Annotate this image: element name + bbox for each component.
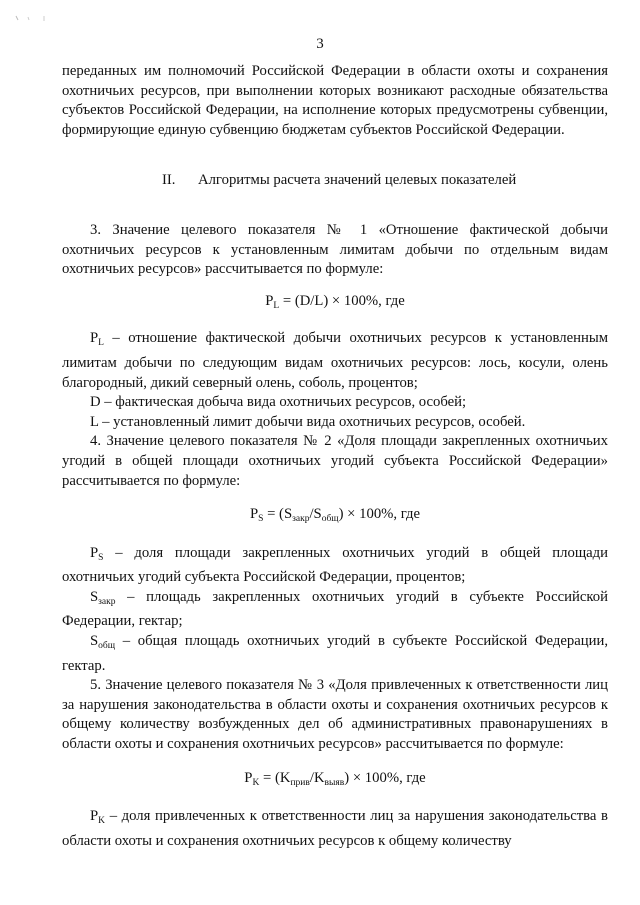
page-number: 3 <box>316 36 324 52</box>
formula-ps: $P_S = (S_{закр}/S_{общ}) \times 100\%$, где <box>249 506 421 525</box>
document-body <box>62 62 608 851</box>
definition-ps: $P_S$ – доля площади закрепленных охотничьих угодий в общей площади охотничьих угодий субъекта Российской Федерации, процентов; <box>62 544 608 586</box>
intro-paragraph: переданных им полномочий Российской Федерации в области охоты и сохранения охотничьих ресурсов, при выполнении которых возникают расходные обязательства субъектов Российской Федерации, на исполнение которых предусмотрены субвенции, формирующие единую субвенцию бюджетам субъектов Российской Федерации. <box>62 63 608 138</box>
definition-l: L – установленный лимит добычи вида охотничьих ресурсов, особей. <box>90 413 526 430</box>
item-5-paragraph: 5. Значение целевого показателя № 3 «Доля привлеченных к ответственности лиц за нарушения законодательства в области охоты и сохранения охотничьих ресурсов к общему количеству возбужденных дел об административных правонарушениях в области охоты и сохранения охотничьих ресурсов» рассчитывается по формуле: <box>62 677 608 753</box>
section-heading <box>62 171 608 191</box>
definition-pl: $P_L$ – отношение фактической добычи охотничьих ресурсов к установленным лимитам добычи по следующим видам охотничьих ресурсов: лось, косули, олень благородный, дикий северный олень, соболь, процентов; <box>62 330 608 391</box>
definition-szakr: $S_{закр}$ – площадь закрепленных охотничьих угодий в субъекте Российской Федерации, гектар; <box>62 588 608 630</box>
section-number: II. <box>162 172 176 189</box>
item-3-paragraph: 3. Значение целевого показателя № 1 «Отношение фактической добычи охотничьих ресурсов к установленным лимитам добычи по отдельным видам охотничьих ресурсов» рассчитывается по формуле: <box>62 221 608 278</box>
definition-d: D – фактическая добыча вида охотничьих ресурсов, особей; <box>90 394 467 411</box>
section-title: Алгоритмы расчета значений целевых показателей <box>198 172 517 189</box>
definition-sobsch: $S_{общ}$ – общая площадь охотничьих угодий в субъекте Российской Федерации, гектар. <box>62 633 608 674</box>
scan-mark-icon <box>14 14 54 22</box>
item-4-paragraph: 4. Значение целевого показателя № 2 «Доля площади закрепленных охотничьих угодий в общей площади охотничьих угодий субъекта Российской Федерации» рассчитывается по формуле: <box>62 433 608 489</box>
definition-pk: $P_K$ – доля привлеченных к ответственности лиц за нарушения законодательства в области охоты и сохранения охотничьих ресурсов к общему количеству <box>62 808 608 849</box>
formula-pl: $P_L = (D/L) \times 100\%$, где <box>265 292 405 311</box>
formula-pk: $P_K = (K_{прив}/K_{выяв}) \times 100\%$, где <box>244 769 426 788</box>
